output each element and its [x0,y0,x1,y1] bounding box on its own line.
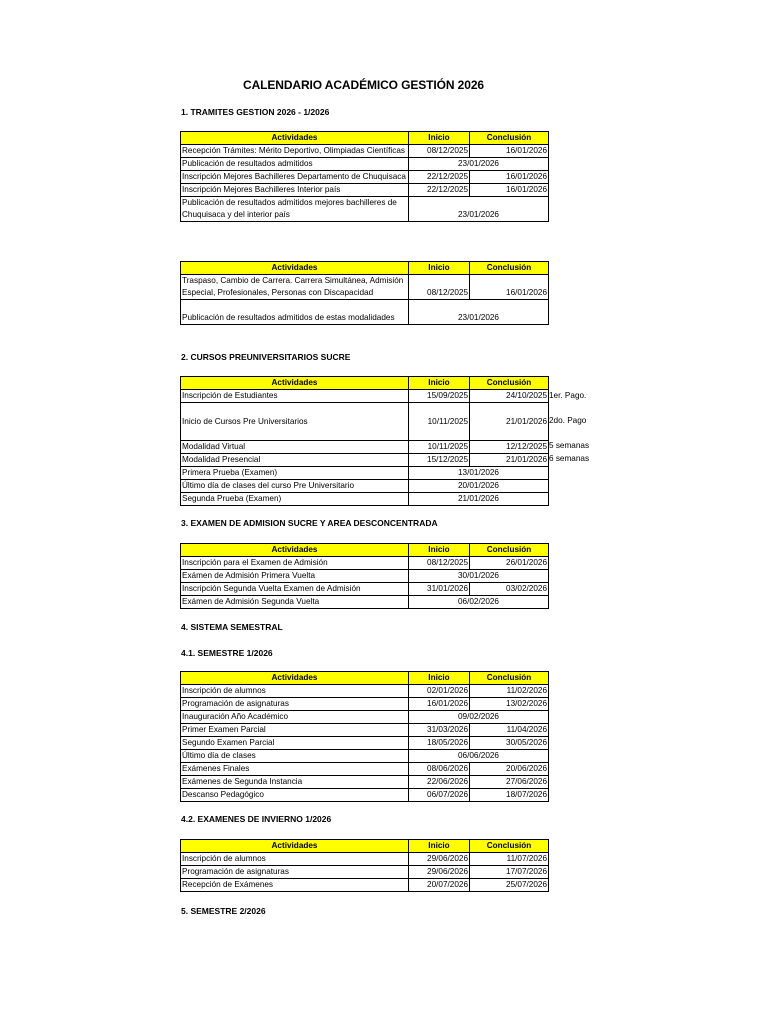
end-date-cell: 21/01/2026 [470,454,549,467]
header-inicio: Inicio [409,377,470,390]
end-date-cell: 12/12/2025 [470,441,549,454]
activity-cell: Inscripción Mejores Bachilleres Interior país [181,184,409,197]
table-row [181,158,549,171]
activity-cell: Exámenes de Segunda Instancia [181,776,409,789]
payment-note: 2do. Pago [549,416,587,425]
table-row [181,583,549,596]
tramites-table [180,131,549,222]
section-heading-semestre2: 5. SEMESTRE 2/2026 [181,906,266,916]
table-row [181,711,549,724]
activity-cell: Exámen de Admisión Segunda Vuelta [181,596,409,609]
section-heading-sistema: 4. SISTEMA SEMESTRAL [181,622,283,632]
header-inicio: Inicio [409,840,470,853]
table-row [181,698,549,711]
table-row [181,853,549,866]
end-date-cell: 26/01/2026 [470,557,549,570]
header-conclusion: Conclusión [470,377,549,390]
end-date-cell: 30/05/2026 [470,737,549,750]
date-cell: 13/01/2026 [409,467,549,480]
examen-table [180,543,549,609]
duration-note: 6 semanas [549,454,590,463]
start-date-cell: 31/01/2026 [409,583,470,596]
table-row [181,879,549,892]
table-row [181,763,549,776]
activity-cell: Inscripción de Estudiantes [181,390,409,403]
header-conclusion: Conclusión [470,544,549,557]
activity-cell: Primer Examen Parcial [181,724,409,737]
activity-cell: Último día de clases [181,750,409,763]
start-date-cell: 16/01/2026 [409,698,470,711]
header-inicio: Inicio [409,262,470,275]
end-date-cell: 03/02/2026 [470,583,549,596]
header-actividades: Actividades [181,377,409,390]
invierno-table [180,839,549,892]
table-row [181,300,549,325]
header-actividades: Actividades [181,672,409,685]
activity-cell: Segundo Examen Parcial [181,737,409,750]
header-actividades: Actividades [181,840,409,853]
activity-cell: Exámen de Admisión Primera Vuelta [181,570,409,583]
section-heading-invierno: 4.2. EXAMENES DE INVIERNO 1/2026 [181,814,332,824]
end-date-cell: 11/07/2026 [470,853,549,866]
start-date-cell: 10/11/2025 [409,441,470,454]
activity-cell: Programación de asignaturas [181,698,409,711]
section-heading-examen: 3. EXAMEN DE ADMISION SUCRE Y AREA DESCONCENTRADA [181,518,438,528]
activity-cell: Inicio de Cursos Pre Universitarios [181,403,409,441]
activity-cell: Exámenes Finales [181,763,409,776]
end-date-cell: 16/01/2026 [470,184,549,197]
table-row [181,724,549,737]
activity-cell: Publicación de resultados admitidos de estas modalidades [181,300,409,325]
end-date-cell: 16/01/2026 [470,275,549,300]
activity-cell: Inscripción de alumnos [181,853,409,866]
start-date-cell: 20/07/2026 [409,879,470,892]
start-date-cell: 15/09/2025 [409,390,470,403]
table-row [181,390,549,403]
header-actividades: Actividades [181,544,409,557]
table-row [181,750,549,763]
table-row [181,454,549,467]
end-date-cell: 11/02/2026 [470,685,549,698]
header-actividades: Actividades [181,262,409,275]
table-row [181,596,549,609]
end-date-cell: 18/07/2026 [470,789,549,802]
end-date-cell: 27/06/2026 [470,776,549,789]
activity-cell: Descanso Pedagógico [181,789,409,802]
activity-cell: Inscripción Mejores Bachilleres Departamento de Chuquisaca [181,171,409,184]
duration-note: 5 semanas [549,441,590,450]
end-date-cell: 11/04/2026 [470,724,549,737]
payment-note: 1er. Pago. [549,391,587,400]
traspaso-table [180,261,549,325]
start-date-cell: 22/12/2025 [409,171,470,184]
date-cell: 21/01/2026 [409,493,549,506]
document-title: CALENDARIO ACADÉMICO GESTIÓN 2026 [243,78,484,92]
header-conclusion: Conclusión [470,132,549,145]
activity-cell: Programación de asignaturas [181,866,409,879]
start-date-cell: 22/12/2025 [409,184,470,197]
table-row [181,570,549,583]
table-row [181,789,549,802]
start-date-cell: 10/11/2025 [409,403,470,441]
header-conclusion: Conclusión [470,840,549,853]
start-date-cell: 15/12/2025 [409,454,470,467]
start-date-cell: 08/12/2025 [409,145,470,158]
section-heading-cursos: 2. CURSOS PREUNIVERSITARIOS SUCRE [181,352,351,362]
table-row [181,171,549,184]
header-inicio: Inicio [409,672,470,685]
date-cell: 09/02/2026 [409,711,549,724]
date-cell: 06/06/2026 [409,750,549,763]
activity-cell: Recepción de Exámenes [181,879,409,892]
table-row [181,557,549,570]
header-conclusion: Conclusión [470,672,549,685]
activity-cell: Modalidad Virtual [181,441,409,454]
section-heading-semestre1: 4.1. SEMESTRE 1/2026 [181,648,273,658]
date-cell: 30/01/2026 [409,570,549,583]
start-date-cell: 08/06/2026 [409,763,470,776]
start-date-cell: 18/05/2026 [409,737,470,750]
activity-cell: Publicación de resultados admitidos [181,158,409,171]
table-row [181,493,549,506]
activity-cell: Recepción Trámites: Mérito Deportivo, Olimpiadas Científicas [181,145,409,158]
end-date-cell: 17/07/2026 [470,866,549,879]
end-date-cell: 16/01/2026 [470,145,549,158]
date-cell: 20/01/2026 [409,480,549,493]
start-date-cell: 22/06/2026 [409,776,470,789]
start-date-cell: 08/12/2025 [409,275,470,300]
table-row [181,685,549,698]
header-actividades: Actividades [181,132,409,145]
start-date-cell: 08/12/2025 [409,557,470,570]
header-inicio: Inicio [409,132,470,145]
date-cell: 23/01/2026 [409,158,549,171]
table-row [181,197,549,222]
date-cell: 23/01/2026 [409,197,549,222]
table-row [181,184,549,197]
date-cell: 06/02/2026 [409,596,549,609]
activity-cell: Segunda Prueba (Examen) [181,493,409,506]
activity-cell: Inscripción para el Examen de Admisión [181,557,409,570]
activity-cell: Modalidad Presencial [181,454,409,467]
start-date-cell: 29/06/2026 [409,853,470,866]
activity-cell: Primera Prueba (Examen) [181,467,409,480]
activity-cell: Inscripción de alumnos [181,685,409,698]
activity-cell: Publicación de resultados admitidos mejores bachilleres de Chuquisaca y del interior país [181,197,409,222]
table-row [181,145,549,158]
end-date-cell: 20/06/2026 [470,763,549,776]
start-date-cell: 31/03/2026 [409,724,470,737]
end-date-cell: 16/01/2026 [470,171,549,184]
end-date-cell: 13/02/2026 [470,698,549,711]
end-date-cell: 25/07/2026 [470,879,549,892]
table-row [181,403,549,441]
table-row [181,441,549,454]
activity-cell: Inauguración Año Académico [181,711,409,724]
table-row [181,467,549,480]
start-date-cell: 29/06/2026 [409,866,470,879]
header-inicio: Inicio [409,544,470,557]
section-heading-tramites: 1. TRAMITES GESTION 2026 - 1/2026 [181,107,330,117]
start-date-cell: 06/07/2026 [409,789,470,802]
start-date-cell: 02/01/2026 [409,685,470,698]
table-row [181,737,549,750]
table-row [181,776,549,789]
semestre1-table [180,671,549,802]
cursos-table [180,376,549,506]
header-conclusion: Conclusión [470,262,549,275]
activity-cell: Traspaso, Cambio de Carrera. Carrera Simultánea, Admisión Especial, Profesionales, Personas con Discapacidad [181,275,409,300]
table-row [181,480,549,493]
table-row [181,866,549,879]
end-date-cell: 21/01/2026 [470,403,549,441]
activity-cell: Último día de clases del curso Pre Universitario [181,480,409,493]
activity-cell: Inscripción Segunda Vuelta Examen de Admisión [181,583,409,596]
end-date-cell: 24/10/2025 [470,390,549,403]
date-cell: 23/01/2026 [409,300,549,325]
table-row [181,275,549,300]
